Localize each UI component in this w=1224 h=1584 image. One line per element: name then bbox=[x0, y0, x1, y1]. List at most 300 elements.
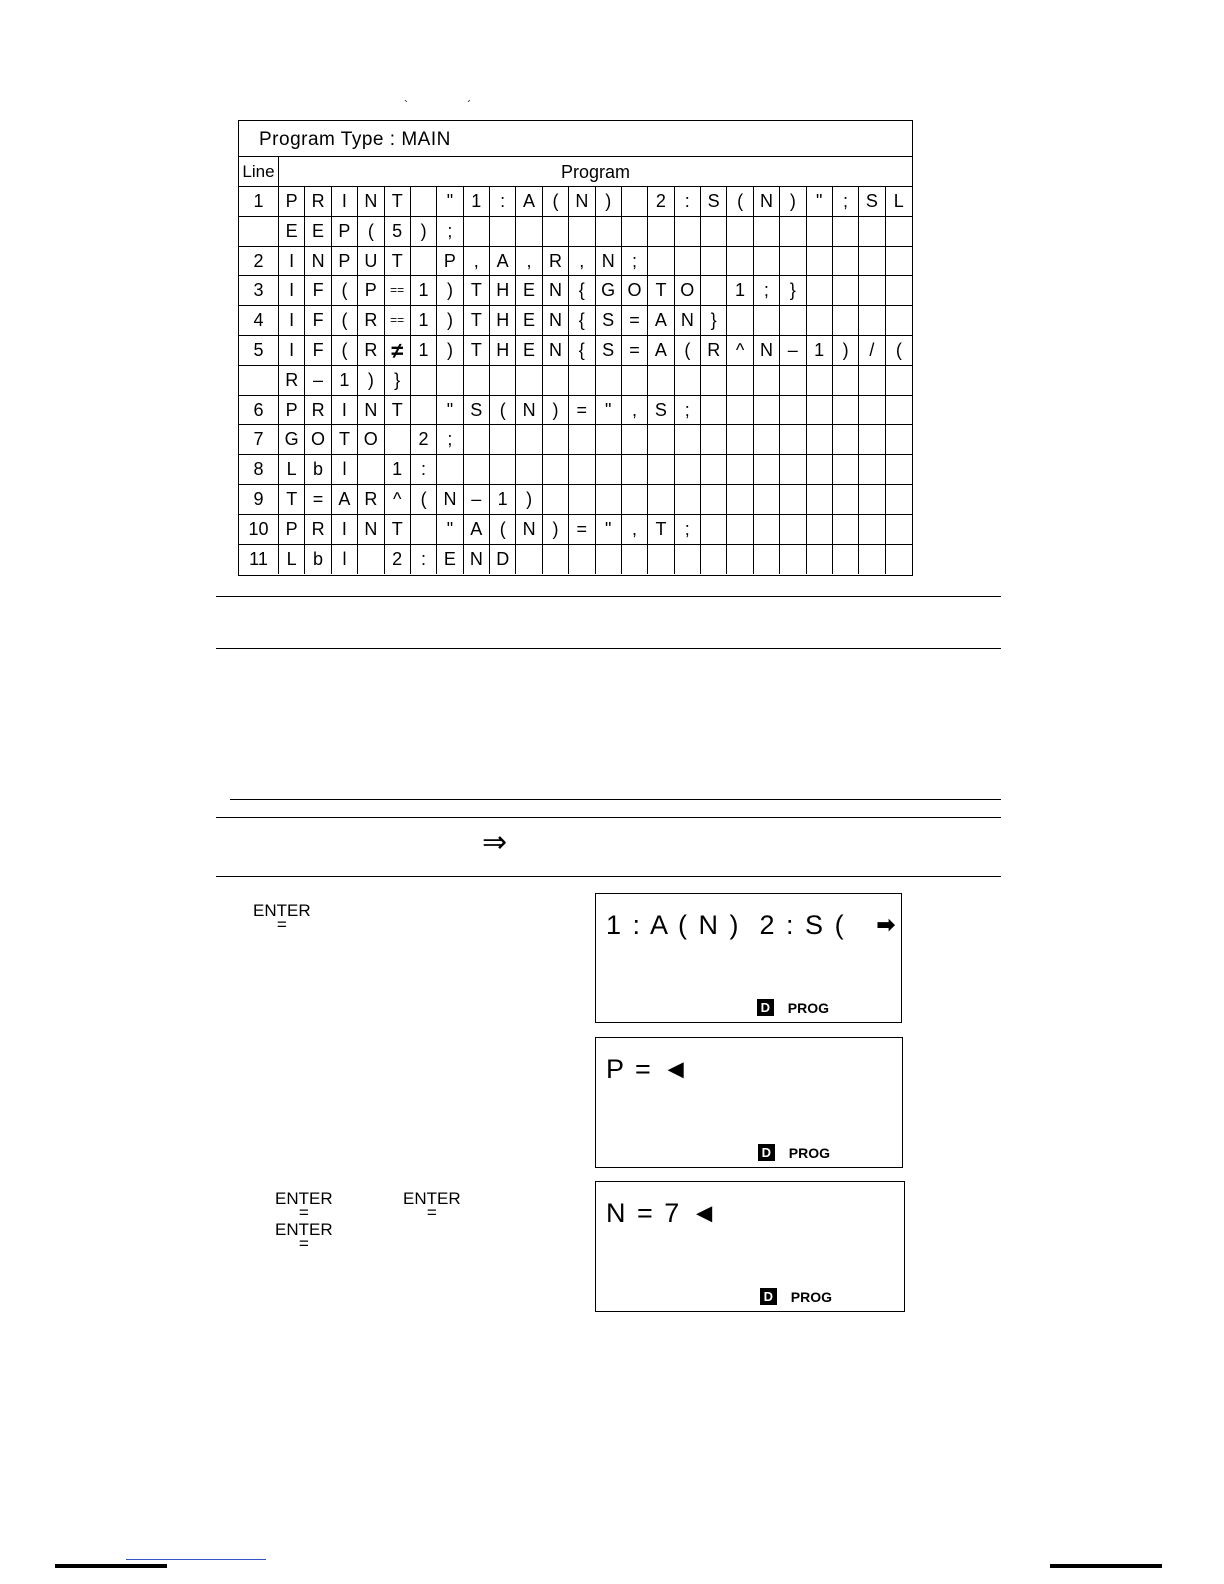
tick-marks: ` ´ bbox=[404, 98, 500, 112]
program-char-cell: R bbox=[543, 247, 569, 276]
program-char-cell bbox=[464, 455, 490, 484]
program-char-cell: ^ bbox=[385, 485, 411, 514]
program-char-cell: S bbox=[596, 306, 622, 335]
program-char-cell: , bbox=[622, 396, 648, 425]
program-char-cell bbox=[648, 366, 674, 395]
program-char-cell bbox=[490, 217, 516, 246]
program-char-cell: == bbox=[385, 306, 411, 335]
program-char-cell bbox=[411, 187, 437, 216]
program-char-cell: S bbox=[596, 336, 622, 365]
program-char-cell bbox=[807, 276, 833, 305]
program-char-cell: H bbox=[490, 306, 516, 335]
display-indicators bbox=[758, 1144, 830, 1161]
program-char-cell: E bbox=[305, 217, 331, 246]
program-char-cell: N bbox=[358, 515, 384, 544]
program-char-cell bbox=[780, 455, 806, 484]
line-number: 2 bbox=[239, 247, 279, 276]
program-char-cell bbox=[754, 485, 780, 514]
program-char-cell: 1 bbox=[727, 276, 753, 305]
program-char-cell bbox=[859, 485, 885, 514]
program-char-cell: P bbox=[358, 276, 384, 305]
program-char-cell: F bbox=[305, 306, 331, 335]
program-char-cell: ) bbox=[437, 306, 463, 335]
program-line-row bbox=[239, 366, 912, 396]
calculator-display bbox=[595, 1037, 903, 1168]
program-line-row bbox=[239, 276, 912, 306]
table-header bbox=[239, 157, 912, 187]
program-char-cell: : bbox=[411, 455, 437, 484]
program-char-cell bbox=[358, 545, 384, 575]
enter-key-sub: = bbox=[276, 915, 287, 934]
program-char-cell bbox=[807, 485, 833, 514]
program-char-cell: ) bbox=[543, 396, 569, 425]
line-number: 10 bbox=[239, 515, 279, 544]
program-char-cell bbox=[648, 217, 674, 246]
program-char-cell: ( bbox=[895, 339, 902, 360]
program-char-cell bbox=[648, 247, 674, 276]
program-char-cell: R bbox=[305, 515, 331, 544]
program-char-cell: I bbox=[332, 515, 358, 544]
program-char-cell: P bbox=[332, 247, 358, 276]
program-char-cell bbox=[516, 425, 542, 454]
program-char-cell bbox=[780, 485, 806, 514]
enter-key-sub: = bbox=[298, 1234, 309, 1253]
program-char-cell: H bbox=[490, 336, 516, 365]
program-char-cell: , bbox=[622, 515, 648, 544]
program-char-cell: ) bbox=[411, 217, 437, 246]
line-number: 8 bbox=[239, 455, 279, 484]
program-cells bbox=[279, 485, 912, 514]
program-char-cell bbox=[701, 515, 727, 544]
program-char-cell: I bbox=[332, 396, 358, 425]
program-char-cell: ( bbox=[358, 217, 384, 246]
program-char-cell bbox=[622, 187, 648, 216]
program-char-cell: ( bbox=[675, 336, 701, 365]
program-char-cell: I bbox=[279, 336, 305, 365]
program-char-cell bbox=[464, 217, 490, 246]
program-char-cell: T bbox=[464, 336, 490, 365]
program-char-cell bbox=[648, 455, 674, 484]
program-char-cell bbox=[701, 396, 727, 425]
program-char-cell bbox=[675, 545, 701, 575]
program-char-cell: ; bbox=[437, 425, 463, 454]
program-char-cell bbox=[727, 455, 753, 484]
program-char-cell: R bbox=[358, 336, 384, 365]
program-char-cell: A bbox=[648, 306, 674, 335]
enter-key-label: ENTER bbox=[275, 1220, 333, 1239]
program-char-cell bbox=[807, 366, 833, 395]
program-char-cell: R bbox=[701, 336, 727, 365]
program-char-cell bbox=[833, 366, 859, 395]
program-char-cell: = bbox=[622, 306, 648, 335]
program-char-cell bbox=[754, 396, 780, 425]
program-char-cell: G bbox=[279, 425, 305, 454]
program-char-cell: ; bbox=[675, 515, 701, 544]
program-char-cell: A bbox=[332, 485, 358, 514]
program-char-cell bbox=[754, 366, 780, 395]
program-char-cell: P bbox=[279, 187, 305, 216]
program-char-cell: T bbox=[332, 425, 358, 454]
display-text: 1 : A ( N ) 2 : S ( bbox=[606, 910, 846, 940]
program-char-cell bbox=[727, 515, 753, 544]
program-char-cell: ) bbox=[543, 515, 569, 544]
program-char-cell bbox=[701, 276, 727, 305]
program-char-cell bbox=[543, 485, 569, 514]
program-char-cell: " bbox=[596, 515, 622, 544]
program-char-cell bbox=[754, 515, 780, 544]
program-char-cell bbox=[675, 485, 701, 514]
program-char-cell: U bbox=[358, 247, 384, 276]
program-rows bbox=[239, 187, 912, 574]
program-char-cell: A bbox=[464, 515, 490, 544]
program-char-cell: 1 bbox=[411, 306, 437, 335]
program-cells bbox=[279, 455, 912, 484]
program-char-cell: A bbox=[516, 187, 542, 216]
program-char-cell: N bbox=[464, 545, 490, 575]
program-char-cell: ; bbox=[437, 217, 463, 246]
divider-rule bbox=[216, 648, 1001, 649]
display-text: N = 7 ◄ bbox=[606, 1198, 720, 1228]
program-char-cell bbox=[807, 515, 833, 544]
program-char-cell: P bbox=[332, 217, 358, 246]
program-char-cell bbox=[569, 217, 595, 246]
program-char-cell: ) bbox=[516, 485, 542, 514]
program-char-cell bbox=[886, 247, 912, 276]
divider-rule bbox=[230, 799, 1001, 800]
program-char-cell: N bbox=[516, 396, 542, 425]
program-char-cell: : bbox=[411, 545, 437, 575]
program-char-cell bbox=[596, 217, 622, 246]
program-char-cell: N bbox=[358, 187, 384, 216]
program-char-cell bbox=[569, 455, 595, 484]
program-char-cell: , bbox=[464, 247, 490, 276]
program-char-cell bbox=[411, 396, 437, 425]
program-char-cell: N bbox=[754, 336, 780, 365]
program-char-cell bbox=[622, 485, 648, 514]
divider-rule bbox=[216, 876, 1001, 877]
program-char-cell: } bbox=[385, 366, 411, 395]
program-char-cell bbox=[569, 366, 595, 395]
program-char-cell: 1 bbox=[464, 187, 490, 216]
program-line-row bbox=[239, 336, 912, 366]
program-char-cell bbox=[543, 455, 569, 484]
program-cells bbox=[279, 545, 912, 575]
line-column-header: Line bbox=[239, 157, 279, 186]
program-char-cell: P bbox=[437, 247, 463, 276]
program-char-cell bbox=[516, 217, 542, 246]
program-char-cell: – bbox=[305, 366, 331, 395]
program-char-cell bbox=[622, 425, 648, 454]
program-char-cell bbox=[490, 366, 516, 395]
program-char-cell bbox=[596, 425, 622, 454]
display-indicators bbox=[760, 1288, 832, 1305]
program-char-cell: = bbox=[622, 336, 648, 365]
scroll-right-arrow-icon: ➡ bbox=[876, 912, 895, 937]
program-char-cell bbox=[807, 217, 833, 246]
program-column-header: Program bbox=[560, 162, 631, 182]
program-char-cell: ) bbox=[437, 276, 463, 305]
program-char-cell: , bbox=[516, 247, 542, 276]
program-char-cell bbox=[727, 366, 753, 395]
calculator-display bbox=[595, 1181, 905, 1312]
program-char-cell bbox=[754, 247, 780, 276]
program-char-cell: L bbox=[279, 545, 305, 575]
program-char-cell bbox=[859, 545, 885, 575]
program-char-cell: T bbox=[385, 396, 411, 425]
program-char-cell: 2 bbox=[411, 425, 437, 454]
program-char-cell bbox=[859, 515, 885, 544]
enter-key-sub: = bbox=[426, 1203, 437, 1222]
program-char-cell bbox=[859, 217, 885, 246]
program-char-cell bbox=[780, 425, 806, 454]
program-char-cell: " bbox=[437, 396, 463, 425]
program-char-cell: 1 bbox=[411, 276, 437, 305]
program-char-cell bbox=[780, 306, 806, 335]
program-char-cell bbox=[727, 396, 753, 425]
program-char-cell: L bbox=[279, 455, 305, 484]
program-char-cell: R bbox=[358, 485, 384, 514]
program-char-cell: I bbox=[279, 306, 305, 335]
program-char-cell: 1 bbox=[332, 366, 358, 395]
program-char-cell bbox=[780, 545, 806, 575]
program-char-cell bbox=[622, 366, 648, 395]
program-char-cell bbox=[701, 425, 727, 454]
prog-mode-label: PROG bbox=[788, 1144, 830, 1161]
program-char-cell bbox=[648, 545, 674, 575]
program-char-cell bbox=[754, 425, 780, 454]
program-char-cell: N bbox=[437, 485, 463, 514]
program-char-cell bbox=[886, 306, 912, 335]
program-char-cell bbox=[437, 455, 463, 484]
program-line-row bbox=[239, 545, 912, 575]
program-char-cell: ^ bbox=[727, 336, 753, 365]
program-char-cell: T bbox=[464, 276, 490, 305]
program-char-cell bbox=[675, 425, 701, 454]
program-cells bbox=[279, 187, 912, 216]
program-char-cell: N bbox=[596, 247, 622, 276]
program-char-cell: b bbox=[305, 455, 331, 484]
line-number: 3 bbox=[239, 276, 279, 305]
program-char-cell: R bbox=[305, 396, 331, 425]
program-cells bbox=[279, 217, 912, 246]
program-char-cell bbox=[754, 455, 780, 484]
line-number: 11 bbox=[239, 545, 279, 575]
program-char-cell bbox=[358, 455, 384, 484]
program-char-cell: ; bbox=[675, 396, 701, 425]
line-number: 4 bbox=[239, 306, 279, 335]
program-char-cell: P bbox=[279, 515, 305, 544]
line-number bbox=[239, 217, 279, 246]
program-type-label: Program Type : MAIN bbox=[239, 121, 912, 157]
program-char-cell: L bbox=[893, 191, 904, 211]
program-char-cell: T bbox=[648, 515, 674, 544]
program-char-cell bbox=[569, 425, 595, 454]
program-char-cell: : bbox=[490, 187, 516, 216]
enter-key bbox=[275, 1220, 333, 1253]
program-char-cell bbox=[701, 217, 727, 246]
program-char-cell: N bbox=[754, 187, 780, 216]
program-char-cell: " bbox=[437, 187, 463, 216]
display-indicators bbox=[757, 999, 829, 1016]
line-number: 7 bbox=[239, 425, 279, 454]
calculator-display bbox=[595, 893, 902, 1023]
program-cells bbox=[279, 247, 912, 276]
divider-rule bbox=[216, 596, 1001, 597]
line-number: 9 bbox=[239, 485, 279, 514]
program-char-cell: N bbox=[569, 187, 595, 216]
program-char-cell bbox=[859, 366, 885, 395]
program-char-cell bbox=[675, 366, 701, 395]
program-char-cell bbox=[833, 276, 859, 305]
program-char-cell bbox=[596, 366, 622, 395]
program-char-cell bbox=[675, 455, 701, 484]
program-char-cell: ) bbox=[780, 187, 806, 216]
program-char-cell: ( bbox=[332, 336, 358, 365]
program-char-cell: ( bbox=[727, 187, 753, 216]
program-char-cell bbox=[411, 247, 437, 276]
program-char-cell: E bbox=[279, 217, 305, 246]
program-char-cell: O bbox=[675, 276, 701, 305]
program-cells bbox=[279, 336, 912, 365]
divider-rule bbox=[216, 817, 1001, 818]
program-char-cell bbox=[622, 217, 648, 246]
program-char-cell: R bbox=[305, 187, 331, 216]
program-char-cell: " bbox=[596, 396, 622, 425]
program-char-cell: " bbox=[807, 187, 833, 216]
enter-key-sub: = bbox=[298, 1203, 309, 1222]
program-char-cell: 1 bbox=[490, 485, 516, 514]
program-char-cell: ) bbox=[437, 336, 463, 365]
program-char-cell bbox=[886, 276, 912, 305]
program-char-cell: : bbox=[675, 187, 701, 216]
program-cells bbox=[279, 396, 912, 425]
program-char-cell: S bbox=[859, 187, 885, 216]
program-cells bbox=[279, 515, 912, 544]
implies-arrow-icon: ⇒ bbox=[482, 826, 508, 859]
program-char-cell: S bbox=[648, 396, 674, 425]
program-char-cell bbox=[727, 425, 753, 454]
program-char-cell bbox=[701, 366, 727, 395]
program-char-cell: D bbox=[490, 545, 516, 575]
program-char-cell: T bbox=[385, 187, 411, 216]
program-char-cell bbox=[780, 247, 806, 276]
program-char-cell: R bbox=[279, 366, 305, 395]
enter-key-label: ENTER bbox=[403, 1189, 461, 1208]
program-char-cell bbox=[833, 247, 859, 276]
program-char-cell bbox=[596, 455, 622, 484]
program-char-cell: – bbox=[464, 485, 490, 514]
program-char-cell bbox=[833, 515, 859, 544]
program-char-cell: T bbox=[385, 247, 411, 276]
program-char-cell: N bbox=[543, 306, 569, 335]
program-char-cell: 5 bbox=[385, 217, 411, 246]
program-char-cell bbox=[833, 455, 859, 484]
program-char-cell bbox=[622, 455, 648, 484]
program-char-cell: ≠ bbox=[385, 336, 411, 365]
program-char-cell: ( bbox=[332, 306, 358, 335]
program-char-cell bbox=[807, 247, 833, 276]
program-char-cell bbox=[833, 485, 859, 514]
program-char-cell bbox=[543, 425, 569, 454]
program-char-cell: N bbox=[543, 336, 569, 365]
program-char-cell: R bbox=[358, 306, 384, 335]
program-char-cell bbox=[754, 545, 780, 575]
program-char-cell: ) bbox=[833, 336, 859, 365]
program-char-cell bbox=[569, 485, 595, 514]
program-char-cell: O bbox=[622, 276, 648, 305]
program-char-cell: l bbox=[332, 545, 358, 575]
program-char-cell: T bbox=[464, 306, 490, 335]
program-char-cell: I bbox=[279, 247, 305, 276]
program-char-cell: N bbox=[516, 515, 542, 544]
display-text: P = ◄ bbox=[606, 1054, 692, 1084]
program-char-cell bbox=[516, 366, 542, 395]
program-char-cell: ; bbox=[622, 247, 648, 276]
program-char-cell bbox=[675, 247, 701, 276]
program-char-cell: 1 bbox=[411, 336, 437, 365]
program-char-cell: { bbox=[569, 276, 595, 305]
program-char-cell: } bbox=[780, 276, 806, 305]
program-char-cell: == bbox=[385, 276, 411, 305]
program-char-cell: O bbox=[358, 425, 384, 454]
program-char-cell bbox=[648, 485, 674, 514]
program-char-cell: 2 bbox=[385, 545, 411, 575]
program-cells bbox=[279, 276, 912, 305]
program-cells bbox=[279, 306, 912, 335]
program-char-cell: / bbox=[859, 336, 885, 365]
program-char-cell: = bbox=[569, 515, 595, 544]
program-char-cell bbox=[886, 485, 912, 514]
program-char-cell bbox=[411, 515, 437, 544]
program-char-cell bbox=[490, 425, 516, 454]
program-char-cell bbox=[516, 455, 542, 484]
program-char-cell: E bbox=[516, 306, 542, 335]
program-char-cell bbox=[886, 455, 912, 484]
line-number: 1 bbox=[239, 187, 279, 216]
program-char-cell bbox=[833, 425, 859, 454]
program-char-cell: P bbox=[279, 396, 305, 425]
program-char-cell bbox=[780, 515, 806, 544]
program-line-row bbox=[239, 217, 912, 247]
program-char-cell: G bbox=[596, 276, 622, 305]
program-char-cell bbox=[543, 366, 569, 395]
program-line-row bbox=[239, 485, 912, 515]
program-char-cell: I bbox=[332, 187, 358, 216]
program-char-cell bbox=[886, 425, 912, 454]
program-char-cell bbox=[648, 425, 674, 454]
line-number: 5 bbox=[239, 336, 279, 365]
program-cells bbox=[279, 425, 912, 454]
prog-mode-label: PROG bbox=[787, 999, 829, 1016]
program-line-row bbox=[239, 425, 912, 455]
program-char-cell bbox=[727, 306, 753, 335]
program-char-cell bbox=[727, 545, 753, 575]
enter-key bbox=[275, 1189, 333, 1222]
program-cells bbox=[279, 366, 912, 395]
program-char-cell: E bbox=[516, 276, 542, 305]
program-char-cell: ; bbox=[754, 276, 780, 305]
footer-link-rule bbox=[126, 1559, 266, 1560]
program-char-cell: T bbox=[648, 276, 674, 305]
program-char-cell: E bbox=[437, 545, 463, 575]
program-char-cell bbox=[464, 425, 490, 454]
line-number: 6 bbox=[239, 396, 279, 425]
program-char-cell bbox=[701, 247, 727, 276]
program-char-cell bbox=[727, 485, 753, 514]
program-char-cell bbox=[859, 455, 885, 484]
enter-key bbox=[403, 1189, 461, 1222]
program-char-cell bbox=[807, 306, 833, 335]
